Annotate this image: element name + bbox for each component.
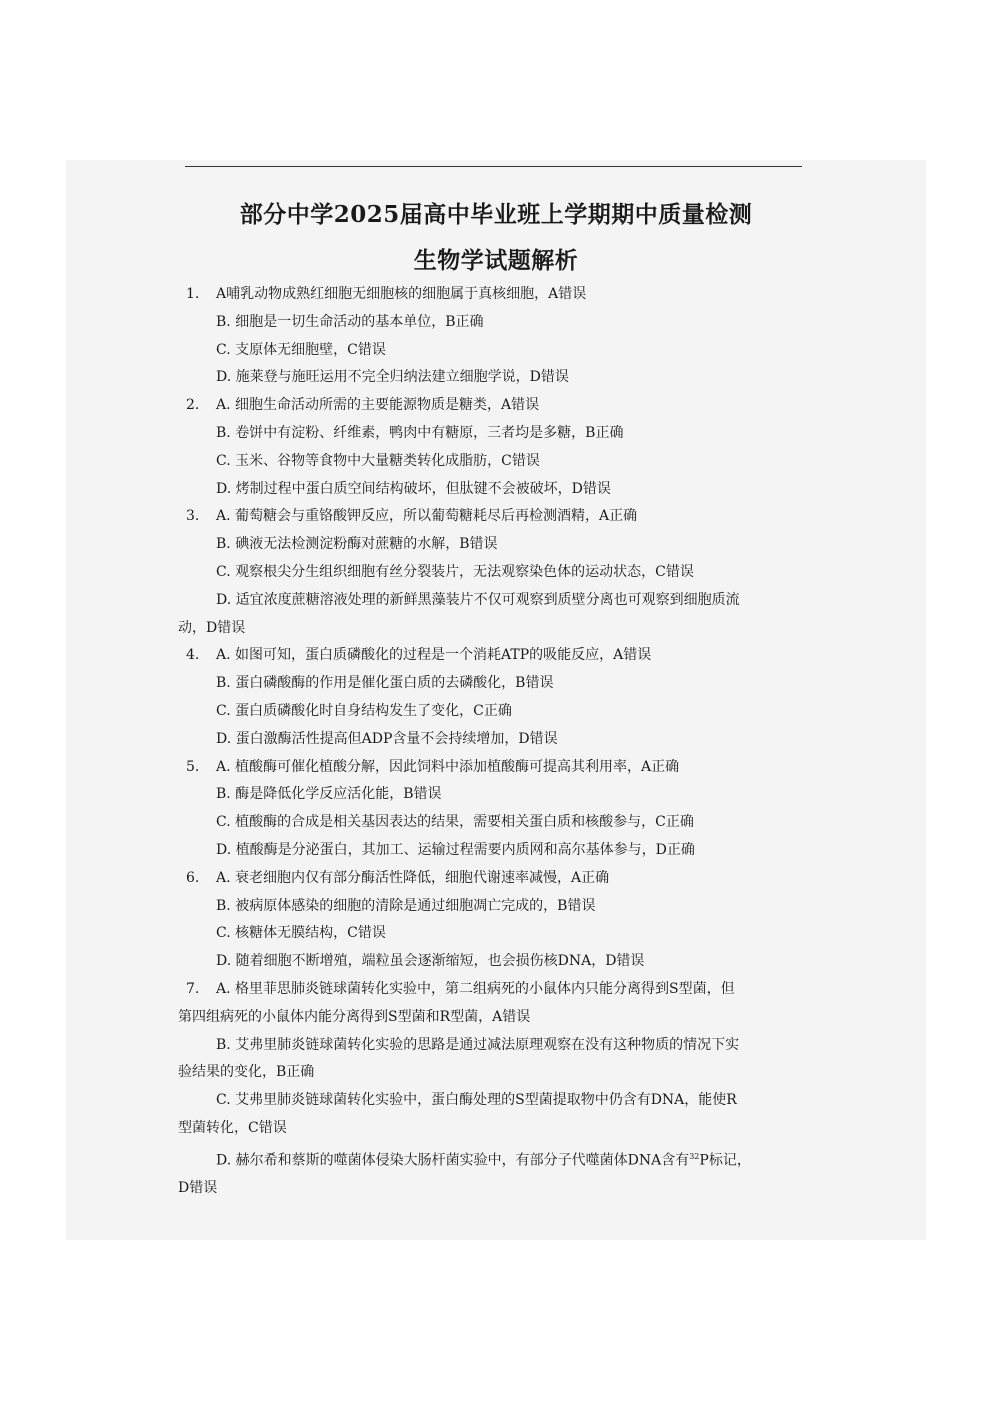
question-5 [186, 754, 806, 782]
question-number: 2. [186, 397, 200, 414]
option-a: A. 衰老细胞内仅有部分酶活性降低，细胞代谢速率减慢，A正确 [216, 869, 610, 886]
option-d: D. 烤制过程中蛋白质空间结构破坏，但肽键不会被破坏，D错误 [216, 480, 611, 497]
question-2 [186, 392, 806, 420]
top-rule [185, 166, 802, 167]
option-d: D. 蛋白激酶活性提高但ADP含量不会持续增加，D错误 [216, 730, 558, 747]
option-c: C. 植酸酶的合成是相关基因表达的结果，需要相关蛋白质和核酸参与，C正确 [216, 814, 694, 831]
question-number: 3. [186, 508, 200, 525]
option-d: D. 施莱登与施旺运用不完全归纳法建立细胞学说，D错误 [216, 369, 569, 386]
question-7 [186, 976, 806, 1004]
option-d: D. 植酸酶是分泌蛋白，其加工、运输过程需要内质网和高尔基体参与，D正确 [216, 841, 695, 858]
question-number: 7. [186, 980, 200, 997]
option-a: A. 葡萄糖会与重铬酸钾反应，所以葡萄糖耗尽后再检测酒精，A正确 [216, 508, 638, 525]
option-d: D. 适宜浓度蔗糖溶液处理的新鲜黑藻装片不仅可观察到质壁分离也可观察到细胞质流 [216, 591, 740, 608]
option-d-continuation: 动，D错误 [178, 619, 246, 636]
option-b-continuation: 验结果的变化，B正确 [178, 1064, 315, 1081]
option-c-continuation: 型菌转化，C错误 [178, 1119, 287, 1136]
option-c: C. 艾弗里肺炎链球菌转化实验中，蛋白酶处理的S型菌提取物中仍含有DNA，能使R [216, 1092, 737, 1109]
question-number: 4. [186, 647, 200, 664]
option-a: A. 植酸酶可催化植酸分解，因此饲料中添加植酸酶可提高其利用率，A正确 [216, 758, 680, 775]
option-d-continuation: D错误 [178, 1180, 218, 1197]
option-b: B. 酶是降低化学反应活化能，B错误 [216, 786, 442, 803]
option-b: B. 蛋白磷酸酶的作用是催化蛋白质的去磷酸化，B错误 [216, 675, 554, 692]
document-subtitle: 生物学试题解析 [413, 247, 579, 274]
option-b: B. 卷饼中有淀粉、纤维素，鸭肉中有糖原，三者均是多糖，B正确 [216, 424, 624, 441]
option-d: D. 随着细胞不断增殖，端粒虽会逐渐缩短，也会损伤核DNA，D错误 [216, 953, 645, 970]
option-d-text-end: P标记， [699, 1152, 751, 1169]
option-b: B. 碘液无法检测淀粉酶对蔗糖的水解，B错误 [216, 536, 498, 553]
option-a-continuation: 第四组病死的小鼠体内能分离得到S型菌和R型菌，A错误 [178, 1008, 531, 1025]
option-a: A. 如图可知，蛋白质磷酸化的过程是一个消耗ATP的吸能反应，A错误 [216, 647, 652, 664]
isotope-superscript: 32 [689, 1151, 700, 1161]
option-b: B. 细胞是一切生命活动的基本单位，B正确 [216, 313, 484, 330]
option-a: A. 格里菲思肺炎链球菌转化实验中，第二组病死的小鼠体内只能分离得到S型菌，但 [216, 980, 735, 997]
option-c: C. 观察根尖分生组织细胞有丝分裂装片，无法观察染色体的运动状态，C错误 [216, 563, 694, 580]
option-c: C. 蛋白质磷酸化时自身结构发生了变化，C正确 [216, 702, 512, 719]
option-d-text: D. 赫尔希和蔡斯的噬菌体侵染大肠杆菌实验中，有部分子代噬菌体DNA含有 [216, 1152, 690, 1169]
option-b: B. 被病原体感染的细胞的清除是通过细胞凋亡完成的，B错误 [216, 897, 596, 914]
question-number: 1. [186, 286, 200, 302]
option-c: C. 核糖体无膜结构，C错误 [216, 925, 386, 942]
question-1 [186, 281, 806, 309]
question-4 [186, 642, 806, 670]
question-3 [186, 503, 806, 531]
answer-explanations [178, 281, 806, 1203]
question-number: 6. [186, 869, 200, 886]
option-c: C. 支原体无细胞壁，C错误 [216, 341, 386, 358]
option-b: B. 艾弗里肺炎链球菌转化实验的思路是通过减法原理观察在没有这种物质的情况下实 [216, 1036, 740, 1053]
question-number: 5. [186, 758, 200, 775]
document-title: 部分中学2025届高中毕业班上学期期中质量检测 [239, 201, 753, 228]
option-c: C. 玉米、谷物等食物中大量糖类转化成脂肪，C错误 [216, 452, 540, 469]
option-a: A哺乳动物成熟红细胞无细胞核的细胞属于真核细胞，A错误 [216, 286, 587, 302]
option-d [186, 1143, 806, 1175]
question-6 [186, 865, 806, 893]
option-a: A. 细胞生命活动所需的主要能源物质是糖类，A错误 [216, 397, 540, 414]
